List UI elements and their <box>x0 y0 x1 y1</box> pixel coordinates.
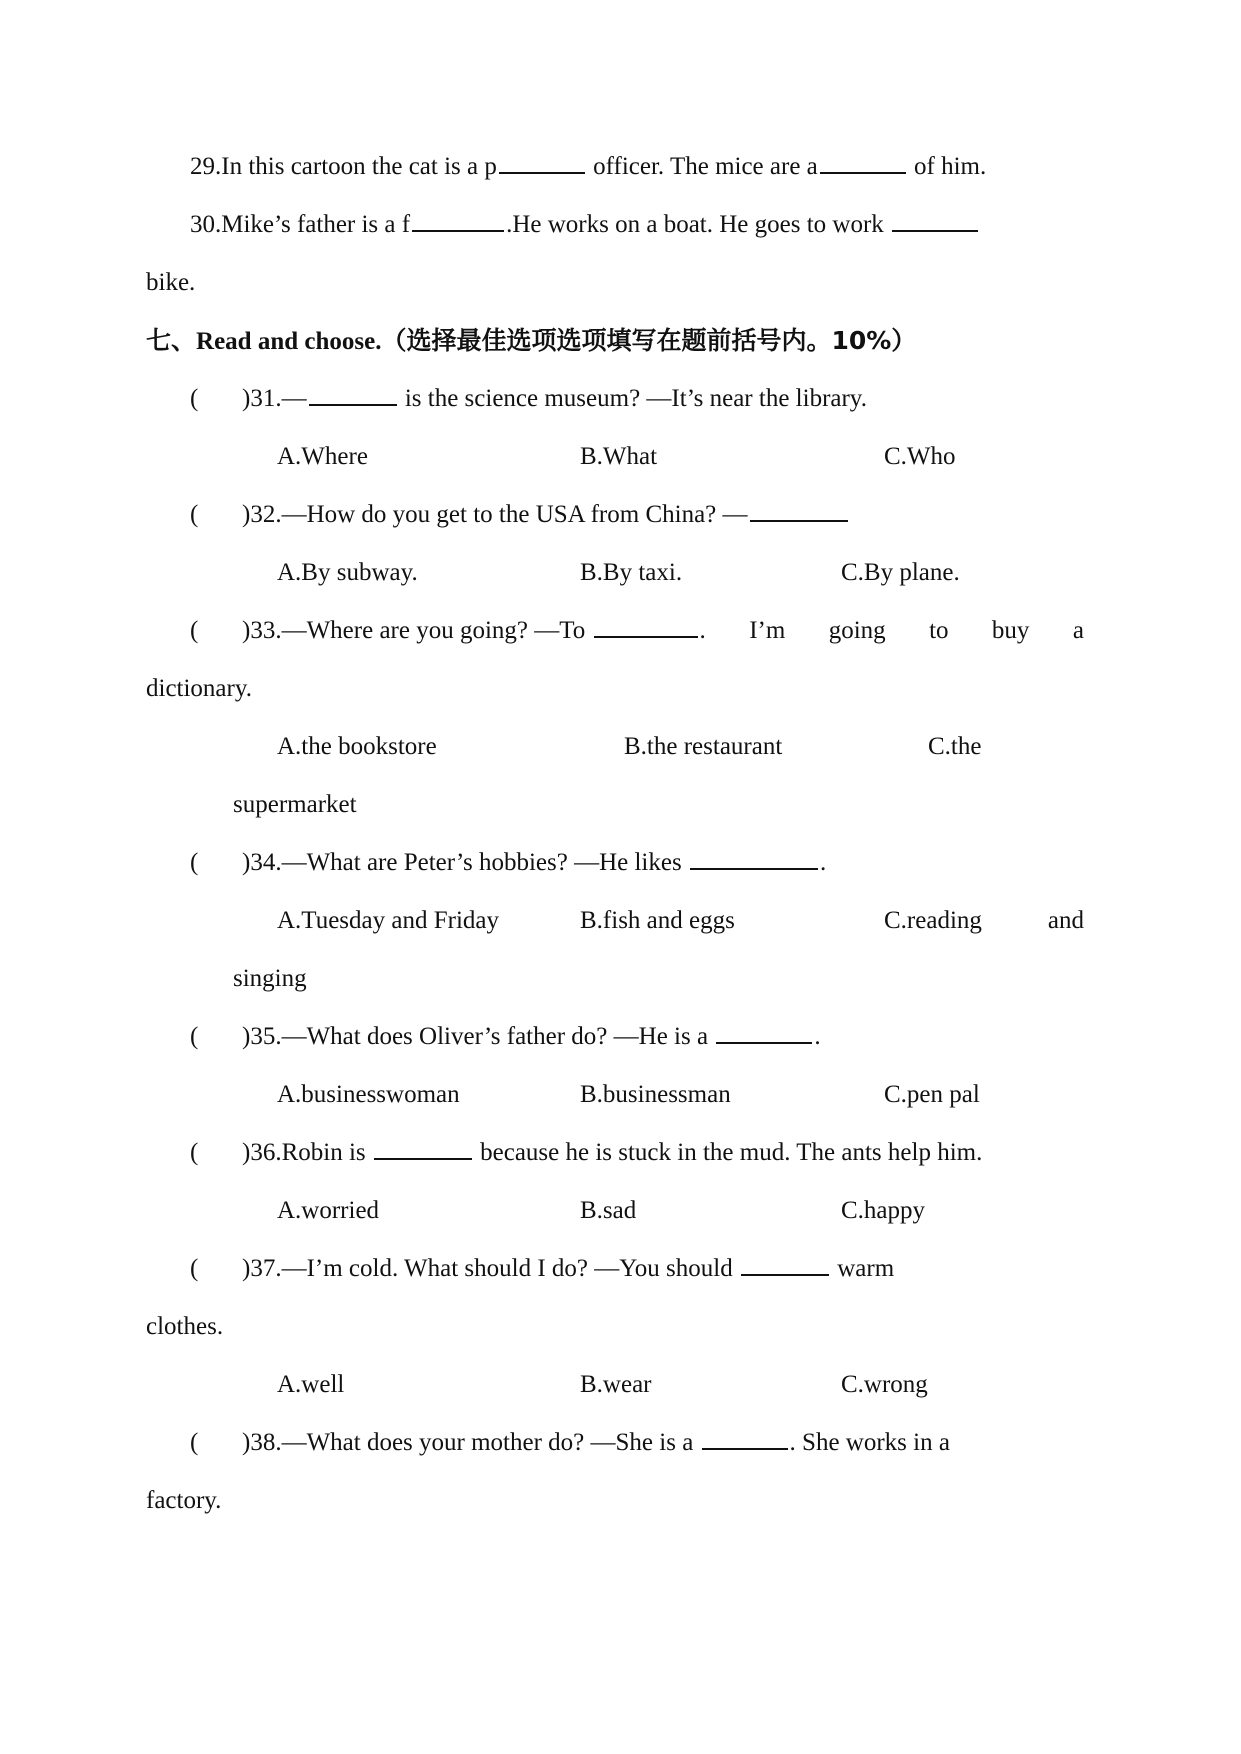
option-c: C.the <box>928 733 982 760</box>
answer-blank[interactable] <box>309 382 397 406</box>
question-37-continuation: clothes. <box>146 1313 224 1340</box>
answer-parenthesis[interactable]: ( <box>190 501 199 528</box>
question-35: ( )35.—What does Oliver’s father do? —He is a . <box>190 1020 821 1054</box>
option-c: C.happy <box>841 1197 926 1224</box>
question-36: ( )36.Robin is because he is stuck in the mud. The ants help him. <box>190 1136 982 1170</box>
answer-parenthesis[interactable]: ( <box>190 849 199 876</box>
answer-blank[interactable] <box>594 614 698 638</box>
option-c-continuation: supermarket <box>233 791 357 818</box>
answer-blank[interactable] <box>690 846 818 870</box>
answer-blank[interactable] <box>820 150 906 174</box>
option-a: A.the bookstore <box>277 733 437 760</box>
question-38-continuation: factory. <box>146 1487 222 1514</box>
option-b: B.fish and eggs <box>580 907 735 934</box>
answer-blank[interactable] <box>499 150 585 174</box>
option-b: B.the restaurant <box>624 733 783 760</box>
option-a: A.businesswoman <box>277 1081 460 1108</box>
question-33-continuation: dictionary. <box>146 675 252 702</box>
question-31: ( )31.— is the science museum? —It’s near the library. <box>190 382 867 416</box>
option-b: B.By taxi. <box>580 559 683 586</box>
option-a: A.Where <box>277 443 368 470</box>
answer-parenthesis[interactable]: ( <box>190 385 199 412</box>
answer-blank[interactable] <box>716 1020 812 1044</box>
option-c: C.pen pal <box>884 1081 980 1108</box>
option-b: B.sad <box>580 1197 637 1224</box>
option-b: B.What <box>580 443 658 470</box>
option-c: C.Who <box>884 443 956 470</box>
answer-blank[interactable] <box>750 498 848 522</box>
answer-blank[interactable] <box>892 208 978 232</box>
question-38: ( )38.—What does your mother do? —She is a . She works in a <box>190 1426 950 1460</box>
answer-parenthesis[interactable]: ( <box>190 617 199 644</box>
answer-blank[interactable] <box>741 1252 829 1276</box>
question-32: ( )32.—How do you get to the USA from China? — <box>190 498 850 532</box>
option-a: A.Tuesday and Friday <box>277 907 499 934</box>
question-30-continuation: bike. <box>146 269 196 296</box>
option-c-continuation: singing <box>233 965 307 992</box>
answer-blank[interactable] <box>702 1426 788 1450</box>
question-30: 30.Mike’s father is a f .He works on a boat. He goes to work <box>190 208 980 242</box>
answer-blank[interactable] <box>374 1136 472 1160</box>
section-heading: 七、Read and choose.（选择最佳选项选项填写在题前括号内。10%） <box>146 326 917 355</box>
option-b: B.businessman <box>580 1081 731 1108</box>
question-29: 29.In this cartoon the cat is a p officer. The mice are a of him. <box>190 150 986 184</box>
answer-parenthesis[interactable]: ( <box>190 1139 199 1166</box>
option-c: C.By plane. <box>841 559 960 586</box>
option-c: C.reading and <box>884 907 1084 934</box>
option-a: A.well <box>277 1371 345 1398</box>
option-a: A.worried <box>277 1197 380 1224</box>
question-33: ( )33.—Where are you going? —To . I’m going to buy a <box>190 614 1084 648</box>
answer-parenthesis[interactable]: ( <box>190 1023 199 1050</box>
answer-blank[interactable] <box>412 208 504 232</box>
question-37: ( )37.—I’m cold. What should I do? —You should warm <box>190 1252 894 1286</box>
option-a: A.By subway. <box>277 559 418 586</box>
option-b: B.wear <box>580 1371 652 1398</box>
answer-parenthesis[interactable]: ( <box>190 1255 199 1282</box>
question-34: ( )34.—What are Peter’s hobbies? —He likes . <box>190 846 826 880</box>
answer-parenthesis[interactable]: ( <box>190 1429 199 1456</box>
option-c: C.wrong <box>841 1371 928 1398</box>
